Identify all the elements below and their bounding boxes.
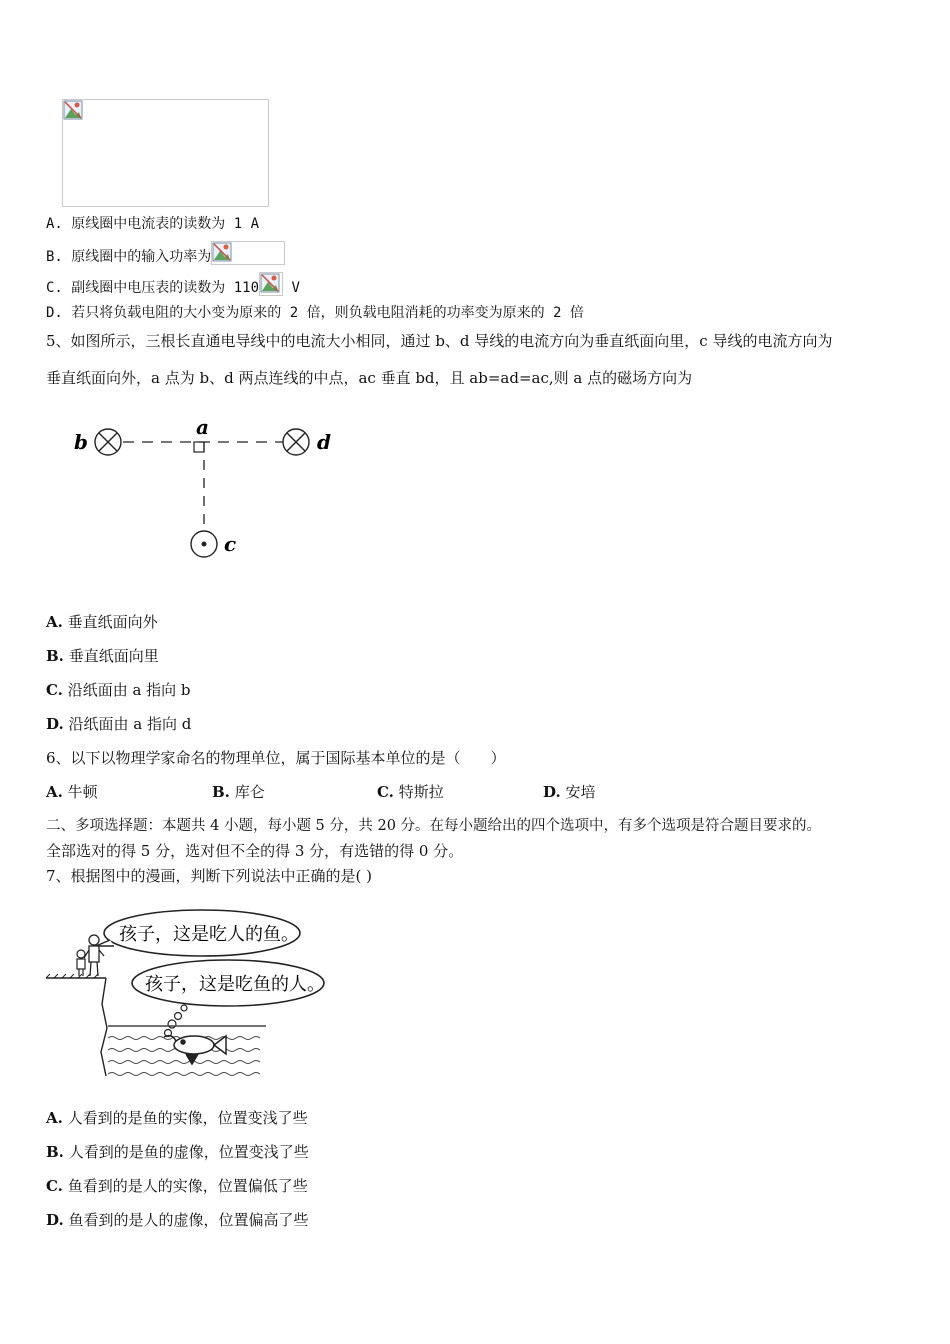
broken-image-inline: [211, 241, 285, 265]
q4-option-b: B. 原线圈中的输入功率为: [46, 241, 285, 266]
label-b: b: [74, 430, 88, 454]
q4-option-a: A. 原线圈中电流表的读数为 1 A: [46, 216, 260, 232]
broken-image-icon: [63, 100, 83, 120]
q7-stem: 7、根据图中的漫画，判断下列说法中正确的是( ): [46, 867, 373, 885]
air-bubbles-icon: [165, 1005, 188, 1037]
q6-option-d: D. 安培: [543, 783, 596, 801]
child-figure-icon: [77, 950, 85, 976]
label-a: a: [196, 415, 209, 439]
q6-option-a: A. 牛顿: [46, 783, 98, 801]
q7-option-b: B. 人看到的是鱼的虚像，位置变浅了些: [46, 1143, 309, 1161]
section2-heading-line1: 二、多项选择题：本题共 4 小题，每小题 5 分，共 20 分。在每小题给出的四个选项中，有多个选项是符合题目要求的。: [46, 818, 822, 834]
broken-image-inline: [259, 272, 283, 296]
q5-option-d: D. 沿纸面由 a 指向 d: [46, 715, 192, 733]
adult-figure-icon: [84, 935, 104, 976]
q6-option-c: C. 特斯拉: [377, 783, 444, 801]
right-angle-mark: [194, 442, 204, 452]
svg-text:孩子，这是吃人的鱼。: 孩子，这是吃人的鱼。: [119, 924, 299, 945]
wire-b-into-page-icon: [95, 429, 121, 455]
label-d: d: [317, 430, 331, 454]
q6-option-b: B. 库仑: [212, 783, 265, 801]
wire-d-into-page-icon: [283, 429, 309, 455]
speech-bubble-bottom: [132, 960, 325, 1006]
q7-option-a: A. 人看到的是鱼的实像，位置变浅了些: [46, 1109, 308, 1127]
speech-bubble-top: [96, 910, 300, 956]
q7-option-c: C. 鱼看到的是人的实像，位置偏低了些: [46, 1177, 308, 1195]
q4-option-d: D. 若只将负载电阻的大小变为原来的 2 倍，则负载电阻消耗的功率变为原来的 2 倍: [46, 305, 584, 321]
q5-option-a: A. 垂直纸面向外: [46, 613, 158, 631]
cliff-icon: [46, 974, 107, 1076]
q4-option-c: C. 副线圈中电压表的读数为 110 V: [46, 272, 300, 297]
section2-heading-line2: 全部选对的得 5 分，选对但不全的得 3 分，有选错的得 0 分。: [46, 842, 464, 860]
q6-stem: 6、以下以物理学家命名的物理单位，属于国际基本单位的是（ ）: [46, 749, 506, 767]
wire-c-out-of-page-icon: [191, 531, 217, 557]
q7-option-d: D. 鱼看到的是人的虚像，位置偏高了些: [46, 1211, 309, 1229]
broken-image-figure: [62, 99, 269, 207]
q5-option-b: B. 垂直纸面向里: [46, 647, 159, 665]
q5-stem-line1: 5、如图所示，三根长直通电导线中的电流大小相同，通过 b、d 导线的电流方向为垂直纸面向里，c 导线的电流方向为: [46, 332, 833, 350]
q7-cartoon: [44, 904, 334, 1084]
q5-stem-line2: 垂直纸面向外，a 点为 b、d 两点连线的中点，ac 垂直 bd，且 ab=ad=ac,则 a 点的磁场方向为: [46, 369, 693, 387]
broken-image-icon: [212, 242, 232, 262]
label-c: c: [224, 532, 237, 556]
svg-text:孩子，这是吃鱼的人。: 孩子，这是吃鱼的人。: [145, 974, 325, 995]
q5-option-c: C. 沿纸面由 a 指向 b: [46, 681, 191, 699]
q5-wire-diagram: [68, 412, 348, 562]
broken-image-icon: [260, 273, 280, 293]
